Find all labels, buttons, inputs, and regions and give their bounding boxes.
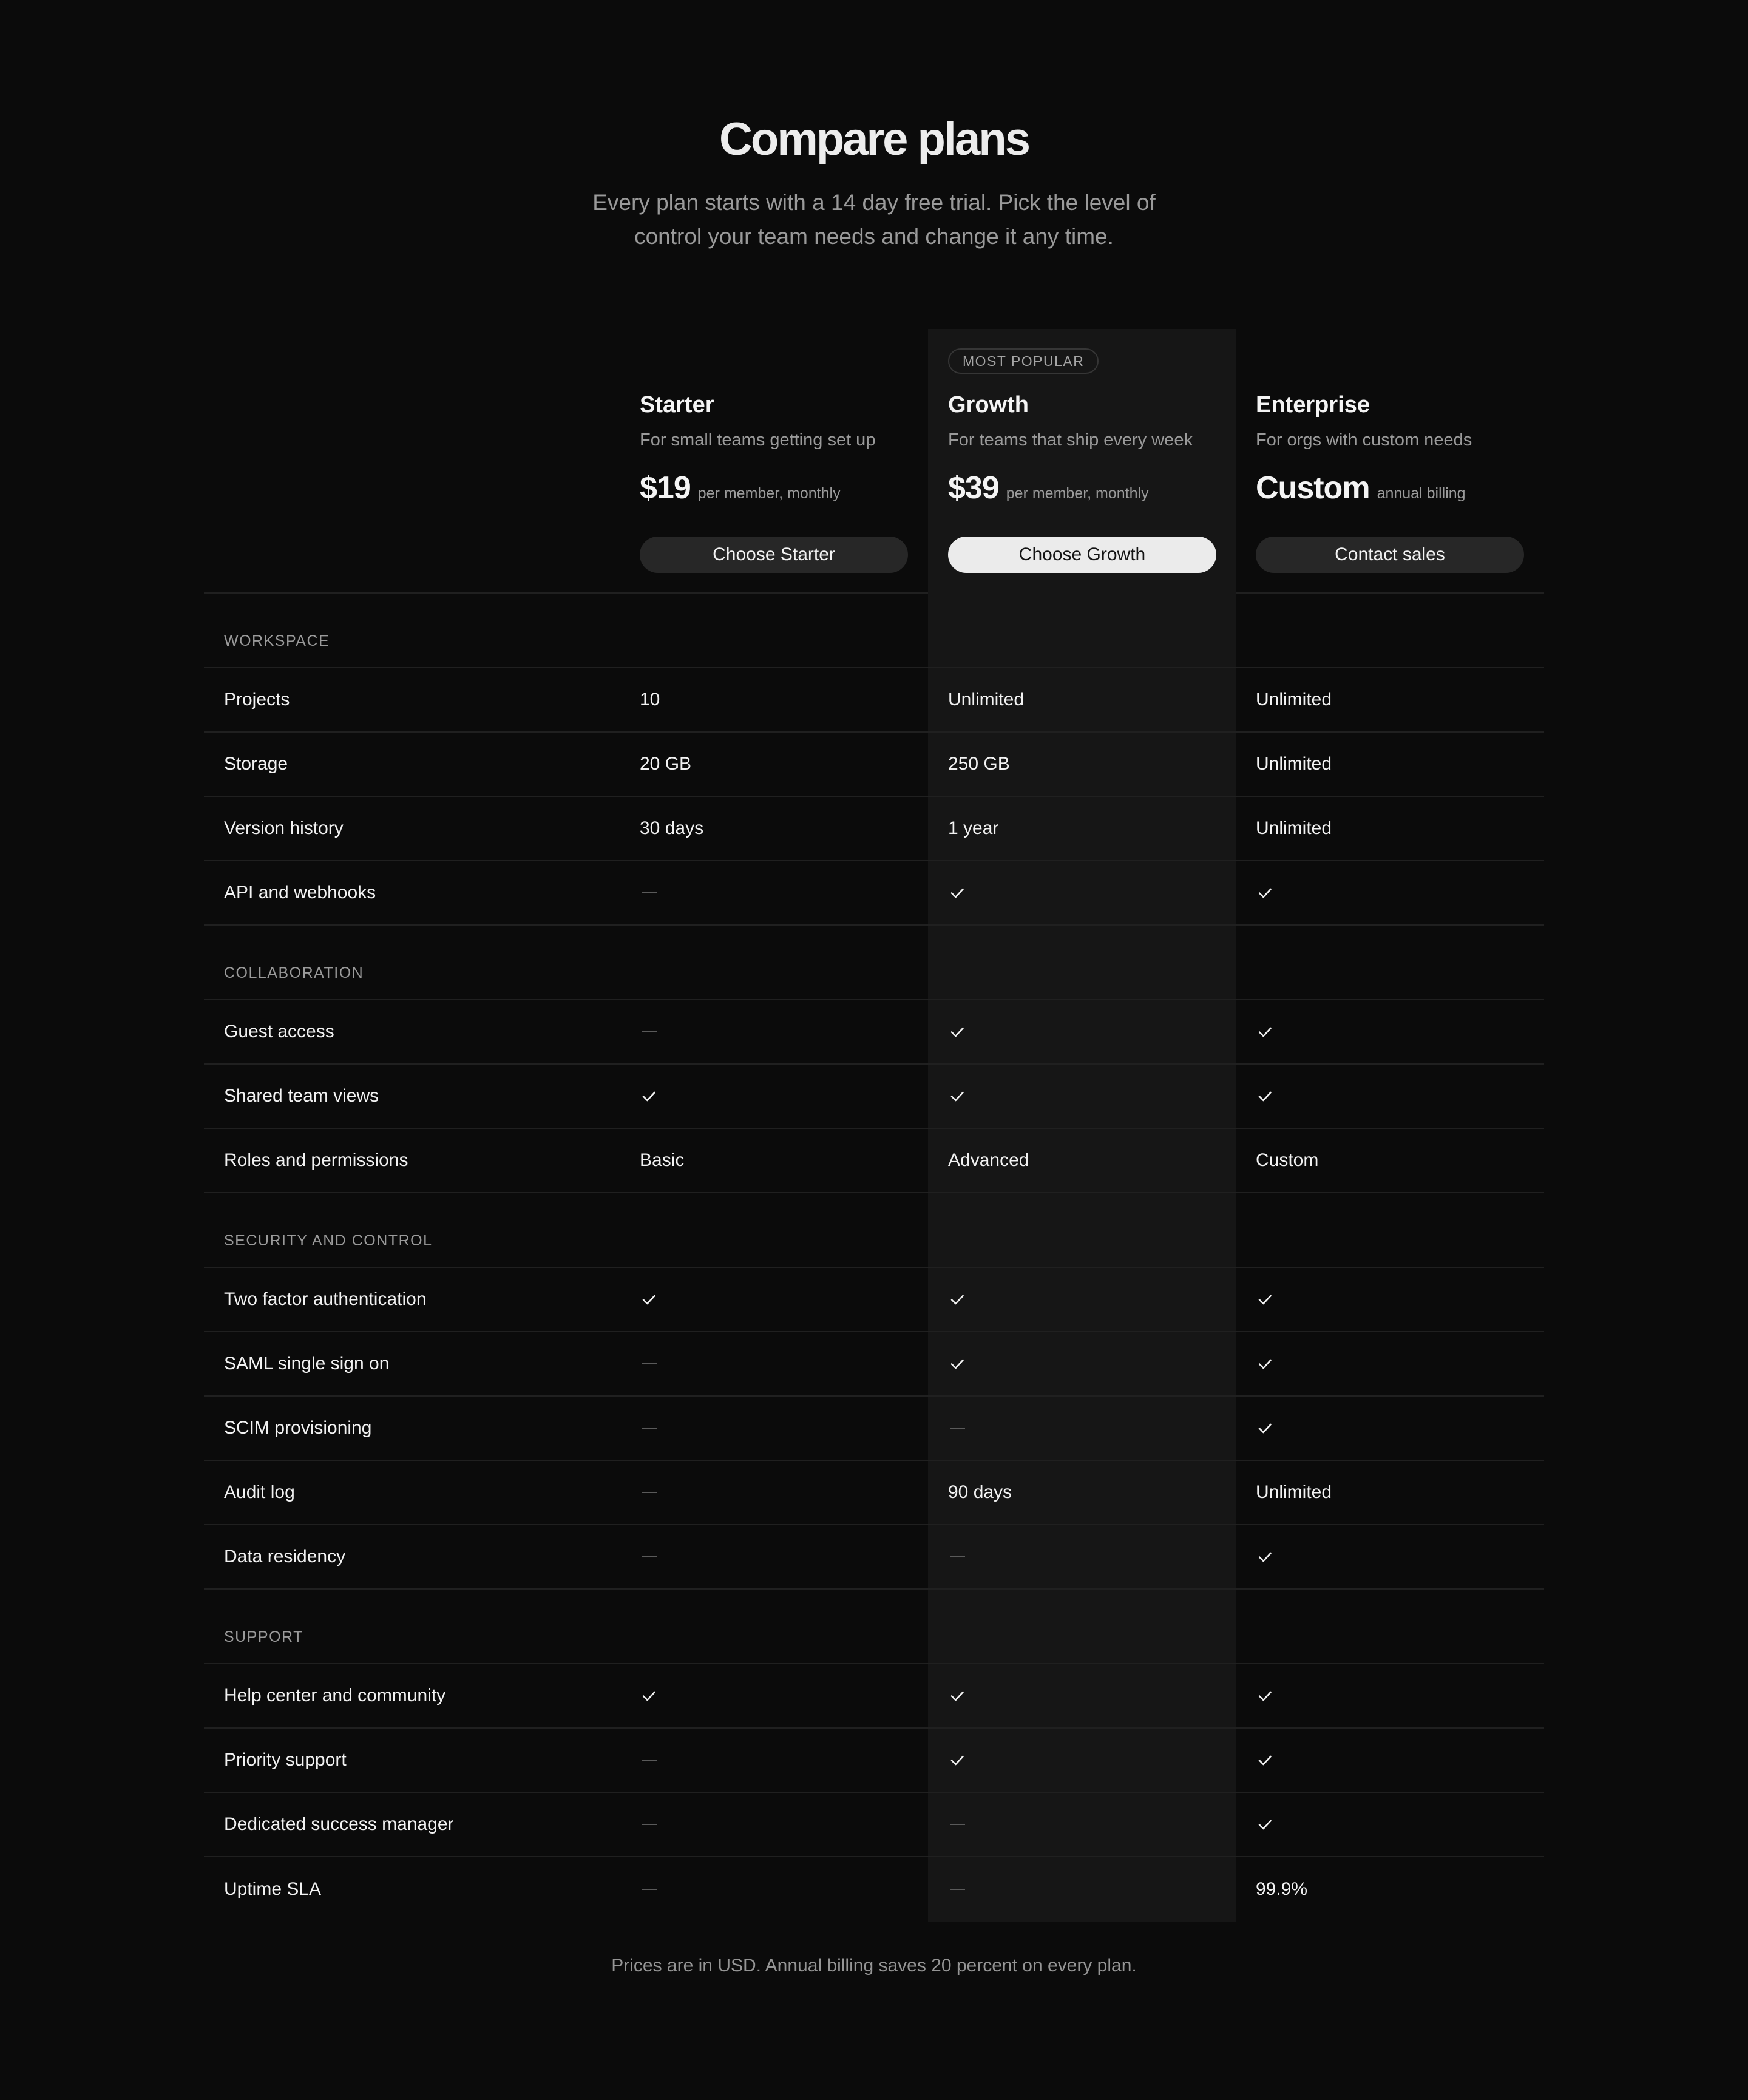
dash-icon [642,1824,657,1825]
section-cell [1236,1193,1544,1267]
pricing-footnote: Prices are in USD. Annual billing saves 20 percent on every plan. [611,1956,1137,1976]
dash-icon [642,1363,657,1364]
plan-value: Unlimited [1256,689,1332,710]
feature-name: Two factor authentication [224,1289,427,1309]
plan-value: Unlimited [1256,754,1332,774]
table-row [204,1664,1544,1729]
plan-value [928,1857,1236,1922]
feature-name: Dedicated success manager [224,1814,454,1834]
table-row [204,797,1544,861]
dash-icon [642,1428,657,1429]
check-icon [948,1687,966,1705]
section-cell [1236,594,1544,667]
plan-value: Unlimited [928,668,1236,731]
dash-icon [642,1492,657,1493]
plan-value: 250 GB [928,733,1236,796]
table-row [204,1000,1544,1065]
plan-value [1236,1397,1544,1460]
comparison-table [204,329,1544,1922]
plan-value [620,1397,928,1460]
section-header-row [204,1590,1544,1664]
page-title: Compare plans [719,113,1029,165]
section-title: SUPPORT [224,1628,303,1645]
plan-value [620,1729,928,1792]
plan-value [620,1332,928,1395]
plan-value [928,1000,1236,1063]
plan-price [640,470,841,506]
section-cell [620,594,928,667]
feature-name: Storage [224,754,288,774]
section-cell [1236,1590,1544,1663]
plan-value [620,861,928,924]
dash-icon [950,1824,965,1825]
most-popular-badge: MOST POPULAR [948,348,1099,374]
plan-value [1236,1664,1544,1727]
check-icon [948,1023,966,1041]
dash-icon [642,892,657,893]
section-cell [928,594,1236,667]
plan-card-starter [620,329,928,594]
check-icon [948,1355,966,1373]
plan-price [1256,470,1466,506]
check-icon [1256,1419,1274,1437]
price-note: annual billing [1377,485,1466,502]
feature-name: API and webhooks [224,882,376,903]
price-value: Custom [1256,470,1370,506]
section-title: SECURITY AND CONTROL [224,1232,433,1249]
check-icon [1256,884,1274,902]
plan-value [1236,1000,1544,1063]
dash-icon [950,1556,965,1557]
plan-value [928,1729,1236,1792]
hero [0,107,1748,254]
plan-value: Custom [1256,1150,1319,1170]
plan-value: 10 [640,689,660,710]
price-note: per member, monthly [697,485,841,502]
dash-icon [642,1556,657,1557]
page-subtitle: Every plan starts with a 14 day free trial. Pick the level of control your team needs and change it any time. [592,190,1156,249]
feature-name: Priority support [224,1750,347,1770]
table-row [204,861,1544,926]
plan-value [1236,1525,1544,1588]
plan-value: 30 days [640,818,704,838]
dash-icon [950,1889,965,1890]
plan-value [620,1664,928,1727]
contact-sales-button[interactable]: Contact sales [1256,537,1524,573]
check-icon [948,1751,966,1769]
section-cell [928,1193,1236,1267]
plan-value: Unlimited [1256,1482,1332,1502]
check-icon [1256,1548,1274,1566]
price-value: $39 [948,470,999,506]
feature-rows [204,594,1544,1922]
price-value: $19 [640,470,691,506]
feature-name: Data residency [224,1546,346,1567]
plan-value [928,1525,1236,1588]
feature-name: Shared team views [224,1086,379,1106]
plan-value [928,1664,1236,1727]
table-row [204,1525,1544,1590]
feature-name: SCIM provisioning [224,1418,372,1438]
check-icon [640,1087,658,1105]
choose-growth-button[interactable]: Choose Growth [948,537,1216,573]
section-title: WORKSPACE [224,632,330,649]
feature-name: Roles and permissions [224,1150,408,1170]
feature-name: Guest access [224,1021,334,1042]
plan-name: Enterprise [1256,392,1370,418]
table-row [204,1397,1544,1461]
check-icon [1256,1815,1274,1834]
feature-name: Projects [224,689,290,710]
plan-value [1236,1729,1544,1792]
plan-value: Basic [640,1150,685,1170]
plan-value [1236,1332,1544,1395]
check-icon [948,1087,966,1105]
price-note: per member, monthly [1006,485,1149,502]
plan-value: 1 year [928,797,1236,860]
dash-icon [642,1031,657,1032]
section-cell [928,926,1236,999]
section-cell [620,1590,928,1663]
feature-name: SAML single sign on [224,1353,390,1373]
check-icon [1256,1355,1274,1373]
plan-value [1236,1065,1544,1128]
section-header-row [204,926,1544,1000]
plan-name: Growth [948,392,1029,418]
table-row [204,1065,1544,1129]
plan-header-row [204,329,1544,594]
plan-value [928,1332,1236,1395]
plan-value [620,1525,928,1588]
plan-value [1236,861,1544,924]
check-icon [1256,1687,1274,1705]
check-icon [948,1290,966,1309]
choose-starter-button[interactable]: Choose Starter [640,537,908,573]
plan-value: 99.9% [1256,1879,1308,1899]
feature-name: Uptime SLA [224,1879,322,1899]
table-row [204,733,1544,797]
table-row [204,1332,1544,1397]
section-cell [928,1590,1236,1663]
check-icon [948,884,966,902]
table-row [204,1793,1544,1857]
section-cell [620,1193,928,1267]
feature-column-header [204,329,620,594]
plan-name: Starter [640,392,714,418]
plan-value [1236,1793,1544,1856]
feature-name: Version history [224,818,344,838]
plan-description: For small teams getting set up [640,430,876,450]
plan-card-enterprise [1236,329,1544,594]
plan-value [620,1065,928,1128]
plan-value [620,1268,928,1331]
plan-value [620,1000,928,1063]
section-header-row [204,594,1544,668]
table-row [204,1857,1544,1922]
section-title: COLLABORATION [224,964,364,981]
section-cell [620,926,928,999]
plan-value [620,1857,928,1922]
plan-value [1236,1268,1544,1331]
plan-value [928,1268,1236,1331]
feature-name: Help center and community [224,1685,446,1705]
check-icon [640,1687,658,1705]
table-row [204,1268,1544,1332]
plan-value [928,861,1236,924]
dash-icon [642,1760,657,1761]
plan-value [928,1397,1236,1460]
check-icon [1256,1751,1274,1769]
plan-value: Unlimited [1256,818,1332,838]
plan-value [620,1793,928,1856]
check-icon [1256,1290,1274,1309]
table-row [204,1461,1544,1525]
plan-value [928,1065,1236,1128]
plan-description: For orgs with custom needs [1256,430,1472,450]
plan-description: For teams that ship every week [948,430,1193,450]
plan-value [620,1461,928,1524]
dash-icon [950,1428,965,1429]
check-icon [1256,1087,1274,1105]
plan-card-growth [928,329,1236,594]
section-cell [1236,926,1544,999]
table-row [204,668,1544,733]
table-row [204,1129,1544,1193]
plan-value [928,1793,1236,1856]
check-icon [640,1290,658,1309]
plan-value: Advanced [928,1129,1236,1192]
plan-price [948,470,1149,506]
dash-icon [642,1889,657,1890]
check-icon [1256,1023,1274,1041]
feature-name: Audit log [224,1482,295,1502]
table-row [204,1729,1544,1793]
plan-value: 90 days [928,1461,1236,1524]
section-header-row [204,1193,1544,1268]
plan-value: 20 GB [640,754,692,774]
